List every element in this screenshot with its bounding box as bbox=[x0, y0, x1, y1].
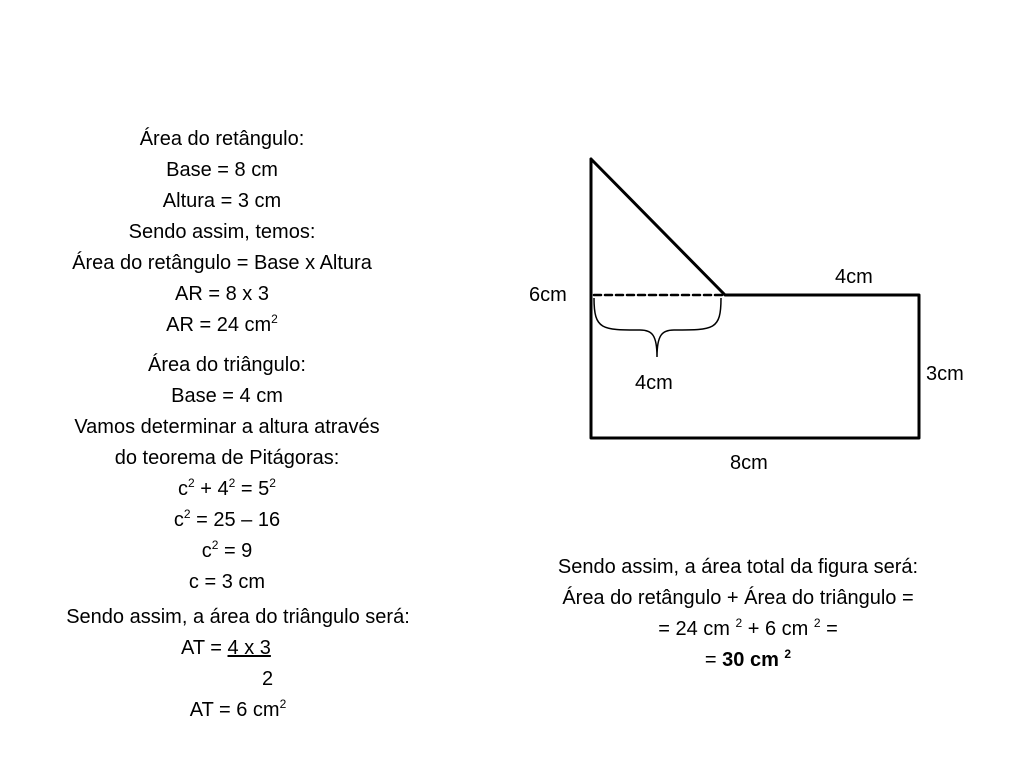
summary-line-3 bbox=[493, 617, 1003, 641]
label-6cm: 6cm bbox=[529, 284, 567, 306]
s3-b: + 6 cm bbox=[742, 618, 809, 640]
s3-exp-b: 2 bbox=[813, 616, 821, 630]
s3-exp-a: 2 bbox=[735, 616, 743, 630]
tri-area-title: Área do triângulo: bbox=[148, 354, 306, 376]
at-result-text: AT = 6 cm bbox=[189, 699, 280, 721]
p3-exp: 2 bbox=[211, 538, 219, 552]
tri-base: Base = 4 cm bbox=[171, 385, 283, 407]
s3-a: = 24 cm bbox=[658, 618, 730, 640]
at-result-exp: 2 bbox=[279, 697, 287, 711]
figure-outline bbox=[591, 159, 919, 438]
tri-intro-1: Vamos determinar a altura através bbox=[74, 416, 380, 438]
summary-line-4 bbox=[493, 648, 1003, 672]
p3-rest: = 9 bbox=[223, 540, 253, 562]
label-8cm: 8cm bbox=[730, 452, 768, 474]
brace-4cm bbox=[594, 298, 721, 357]
p1-exp-c: 2 bbox=[188, 476, 195, 490]
p1-5: = 5 bbox=[235, 478, 270, 500]
s4-a: = bbox=[704, 649, 723, 671]
s3-c: = bbox=[820, 618, 838, 640]
p1-4: + 4 bbox=[194, 478, 229, 500]
label-4cm-brace: 4cm bbox=[635, 372, 673, 394]
summary-line-2: Área do retângulo + Área do triângulo = bbox=[562, 587, 914, 609]
ar-result-text: AR = 24 cm bbox=[166, 314, 272, 336]
rect-height: Altura = 3 cm bbox=[162, 190, 282, 212]
p3-c: c bbox=[201, 540, 212, 562]
p2-rest: = 25 – 16 bbox=[196, 509, 281, 531]
rect-so: Sendo assim, temos: bbox=[128, 221, 316, 243]
rect-area-title: Área do retângulo: bbox=[139, 128, 305, 150]
figure-lines bbox=[591, 159, 919, 438]
summary-line-1: Sendo assim, a área total da figura será: bbox=[557, 556, 919, 578]
tri-so: Sendo assim, a área do triângulo será: bbox=[66, 606, 410, 628]
rect-base: Base = 8 cm bbox=[166, 159, 278, 181]
ar-calc: AR = 8 x 3 bbox=[175, 283, 269, 305]
p1-c: c bbox=[178, 478, 189, 500]
pythagoras-4: c = 3 cm bbox=[188, 571, 266, 593]
label-4cm-top: 4cm bbox=[835, 266, 873, 288]
p2-c: c bbox=[173, 509, 184, 531]
label-3cm: 3cm bbox=[926, 363, 964, 385]
at-denominator: 2 bbox=[262, 668, 274, 690]
total-area: 30 cm bbox=[722, 649, 779, 671]
at-numerator: 4 x 3 bbox=[227, 637, 271, 659]
p2-exp: 2 bbox=[183, 507, 191, 521]
tri-intro-2: do teorema de Pitágoras: bbox=[114, 447, 340, 469]
rect-formula: Área do retângulo = Base x Altura bbox=[72, 252, 372, 274]
total-area-exp: 2 bbox=[784, 647, 792, 661]
at-prefix: AT = bbox=[181, 637, 228, 659]
p1-exp-4: 2 bbox=[228, 476, 236, 490]
p1-exp-5: 2 bbox=[269, 476, 276, 490]
ar-result-exp: 2 bbox=[271, 312, 278, 326]
